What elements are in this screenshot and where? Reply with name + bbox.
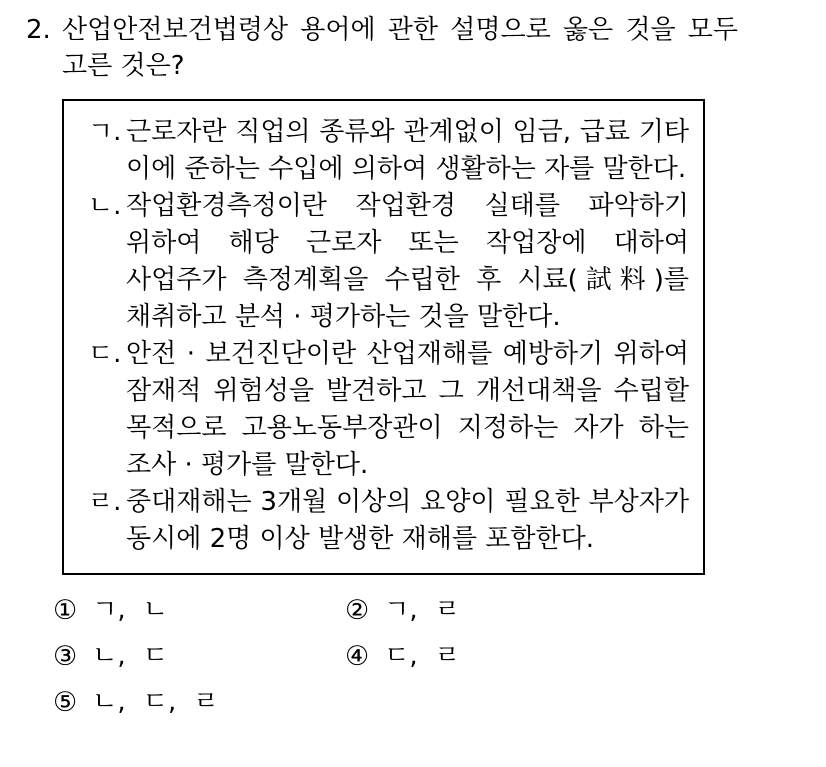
item-text: 작업환경측정이란 작업환경 실태를 파악하기 위하여 해당 근로자 또는 작업장에 대하여 사업주가 측정계획을 수립한 후 시료(試料)를 채취하고 분석 · 평가하는 것을 말한다. — [126, 191, 689, 332]
question-number: 2. — [26, 15, 51, 45]
choice-3-number: ③ — [53, 641, 78, 672]
choice-4 — [345, 642, 773, 671]
item-text: 근로자란 직업의 종류와 관계없이 임금, 급료 기타 이에 준하는 수입에 의하여 생활하는 자를 말한다. — [126, 117, 689, 184]
item-marker: ㄱ. — [88, 117, 122, 147]
statement-box — [62, 99, 705, 575]
statement-item-digeut — [88, 336, 689, 484]
choice-4-number: ④ — [345, 641, 370, 672]
choice-5-text: ㄴ, ㄷ, ㄹ — [92, 687, 219, 717]
choice-1-text: ㄱ, ㄴ — [92, 595, 168, 625]
item-marker: ㄹ. — [88, 487, 122, 517]
item-marker: ㄴ. — [88, 191, 122, 221]
item-text: 안전 · 보건진단이란 산업재해를 예방하기 위하여 잠재적 위험성을 발견하고 그 개선대책을 수립할 목적으로 고용노동부장관이 지정하는 자가 하는 조사 · 평가를 말한다. — [126, 339, 689, 480]
choice-5-number: ⑤ — [53, 687, 78, 718]
question — [26, 12, 826, 84]
choice-2-text: ㄱ, ㄹ — [384, 595, 460, 625]
statement-item-giyeok — [88, 114, 689, 188]
choice-3-text: ㄴ, ㄷ — [92, 641, 168, 671]
choice-1 — [53, 596, 345, 625]
question-text: 산업안전보건법령상 용어에 관한 설명으로 옳은 것을 모두 고른 것은? — [62, 15, 738, 81]
statement-item-nieun — [88, 188, 689, 336]
choice-3 — [53, 642, 345, 671]
choice-2-number: ② — [345, 595, 370, 626]
choice-5 — [53, 688, 345, 717]
item-text: 중대재해는 3개월 이상의 요양이 필요한 부상자가 동시에 2명 이상 발생한 재해를 포함한다. — [126, 487, 689, 554]
choice-1-number: ① — [53, 595, 78, 626]
choice-4-text: ㄷ, ㄹ — [384, 641, 460, 671]
statement-item-rieul — [88, 484, 689, 558]
item-marker: ㄷ. — [88, 339, 122, 369]
choice-2 — [345, 596, 773, 625]
answer-choices — [53, 596, 773, 717]
